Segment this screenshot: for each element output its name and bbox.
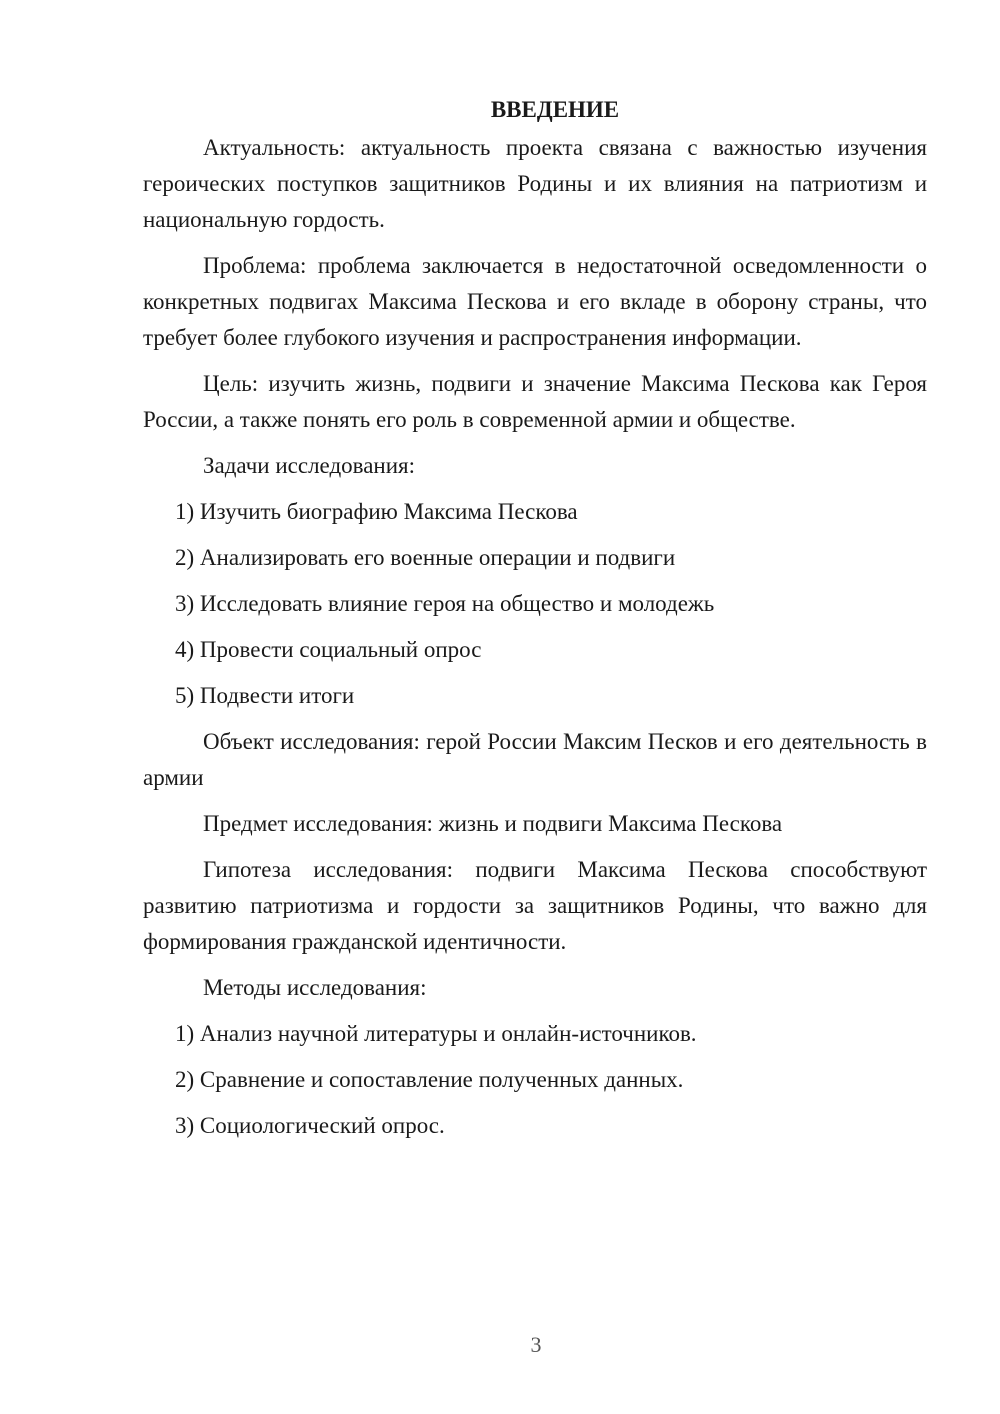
list-item: 3) Социологический опрос. bbox=[175, 1113, 445, 1138]
list-item: 3) Исследовать влияние героя на общество и молодежь bbox=[175, 591, 715, 616]
list-item: 4) Провести социальный опрос bbox=[175, 637, 482, 662]
section-title: ВВЕДЕНИЕ bbox=[490, 97, 620, 122]
document-page bbox=[143, 92, 927, 1154]
list-item: 2) Анализировать его военные операции и подвиги bbox=[175, 545, 676, 570]
list-item: 2) Сравнение и сопоставление полученных данных. bbox=[175, 1067, 684, 1092]
goal-paragraph: Цель: изучить жизнь, подвиги и значение Максима Пескова как Героя России, а также понять его роль в современной армии и обществе. bbox=[143, 371, 927, 432]
list-item: 5) Подвести итоги bbox=[175, 683, 355, 708]
subject-paragraph: Предмет исследования: жизнь и подвиги Максима Пескова bbox=[203, 811, 783, 836]
object-paragraph: Объект исследования: герой России Максим Песков и его деятельность в армии bbox=[143, 729, 927, 790]
page-number: 3 bbox=[530, 1332, 542, 1357]
relevance-paragraph: Актуальность: актуальность проекта связана с важностью изучения героических поступков защитников Родины и их влияния на патриотизм и национальную гордость. bbox=[143, 135, 927, 232]
hypothesis-paragraph: Гипотеза исследования: подвиги Максима Пескова способствуют развитию патриотизма и гордости за защитников Родины, что важно для формирования гражданской идентичности. bbox=[143, 857, 927, 954]
problem-paragraph: Проблема: проблема заключается в недостаточной осведомленности о конкретных подвигах Максима Пескова и его вкладе в оборону страны, что требует более глубокого изучения и распространения информации. bbox=[143, 253, 927, 350]
tasks-heading: Задачи исследования: bbox=[203, 453, 416, 478]
tasks-list bbox=[143, 494, 927, 714]
list-item: 1) Изучить биографию Максима Пескова bbox=[175, 499, 578, 524]
list-item: 1) Анализ научной литературы и онлайн-источников. bbox=[175, 1021, 697, 1046]
methods-list bbox=[143, 1016, 927, 1144]
methods-heading: Методы исследования: bbox=[203, 975, 427, 1000]
